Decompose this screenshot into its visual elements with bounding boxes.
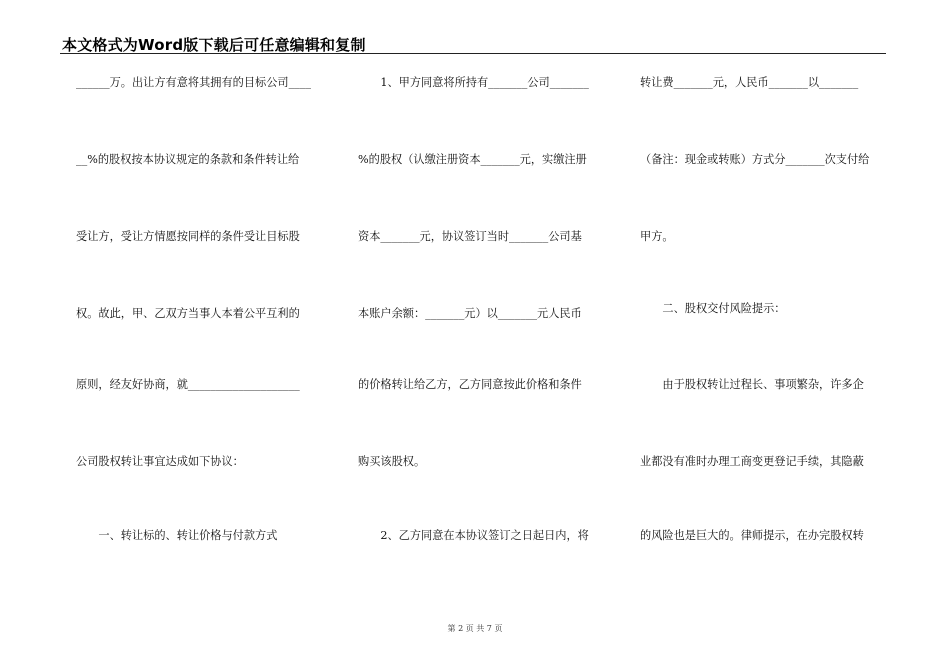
column-3-line-6: 业都没有准时办理工商变更登记手续，其隐蔽 [640, 455, 864, 468]
column-1-line-2: __%的股权按本协议规定的条款和条件转让给 [76, 153, 300, 166]
column-2-line-2: %的股权（认缴注册资本_______元，实缴注册 [358, 153, 587, 166]
column-2-line-6: 购买该股权。 [358, 455, 426, 468]
column-2-line-5: 的价格转让给乙方，乙方同意按此价格和条件 [358, 378, 582, 391]
column-3-line-2: （备注：现金或转账）方式分_______次支付给 [640, 153, 870, 166]
column-3-line-4: 二、股权交付风险提示： [640, 302, 786, 315]
header-divider [60, 53, 886, 54]
column-1-line-6: 公司股权转让事宜达成如下协议： [76, 455, 244, 468]
column-2-line-1: 1、甲方同意将所持有_______公司_______ [358, 76, 589, 89]
column-3-line-1: 转让费_______元，人民币_______以_______ [640, 76, 859, 89]
column-3-line-3: 甲方。 [640, 230, 674, 243]
column-2-line-7: 2、乙方同意在本协议签订之日起日内，将 [358, 529, 589, 542]
document-header-title: 本文格式为Word版下载后可任意编辑和复制 [62, 36, 366, 54]
column-3-line-5: 由于股权转让过程长、事项繁杂，许多企 [640, 378, 864, 391]
column-3-line-7: 的风险也是巨大的。律师提示，在办完股权转 [640, 529, 864, 542]
page-number: 第 2 页 共 7 页 [447, 624, 503, 633]
column-1-line-4: 权。故此，甲、乙双方当事人本着公平互利的 [76, 307, 300, 320]
column-2-line-3: 资本_______元，协议签订当时_______公司基 [358, 230, 582, 243]
column-1-line-7: 一、转让标的、转让价格与付款方式 [76, 529, 278, 542]
column-2-line-4: 本账户余额：_______元）以_______元人民币 [358, 307, 582, 320]
column-1-line-3: 受让方，受让方情愿按同样的条件受让目标股 [76, 230, 300, 243]
column-1-line-5: 原则，经友好协商，就____________________ [76, 378, 300, 391]
column-1-line-1: ______万。出让方有意将其拥有的目标公司____ [76, 76, 311, 89]
